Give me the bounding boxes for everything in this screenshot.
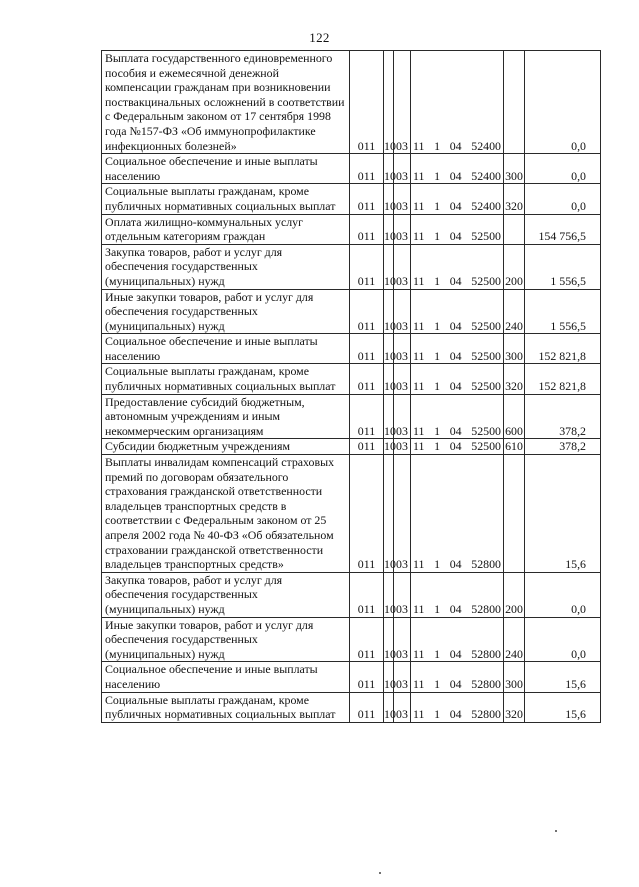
row-target-article	[411, 184, 504, 214]
row-name: Социальные выплаты гражданам, кроме публичных нормативных социальных выплат	[102, 692, 350, 722]
row-section-code: 10	[384, 184, 394, 214]
row-grbs-code: 011	[350, 692, 384, 722]
target-article-part: 1	[434, 198, 441, 213]
row-expense-type: 320	[504, 692, 525, 722]
target-article-part: 1	[434, 646, 441, 661]
target-article-part: 1	[434, 138, 441, 153]
row-amount: 0,0	[525, 184, 601, 214]
row-name: Закупка товаров, работ и услуг для обеспечения государственных (муниципальных) нужд	[102, 244, 350, 289]
row-grbs-code: 011	[350, 51, 384, 154]
target-article-part: 11	[413, 348, 425, 363]
target-article-part: 04	[449, 379, 462, 394]
target-article-part: 1	[434, 676, 441, 691]
target-article-parts	[411, 139, 503, 154]
row-section-code: 10	[384, 154, 394, 184]
target-article-part: 1	[434, 318, 441, 333]
scan-speck	[555, 830, 557, 832]
target-article-parts	[411, 677, 503, 692]
target-article-part: 04	[449, 318, 462, 333]
target-article-part: 04	[449, 557, 462, 572]
row-amount: 378,2	[525, 439, 601, 455]
row-subsection-code: 03	[394, 364, 411, 394]
row-expense-type	[504, 455, 525, 573]
row-name: Закупка товаров, работ и услуг для обеспечения государственных (муниципальных) нужд	[102, 572, 350, 617]
target-article-part: 52800	[471, 707, 501, 722]
row-section-code: 10	[384, 617, 394, 662]
row-name: Предоставление субсидий бюджетным, автономным учреждениям и иным некоммерческим организациям	[102, 394, 350, 439]
target-article-part: 04	[449, 676, 462, 691]
row-grbs-code: 011	[350, 184, 384, 214]
table-row	[102, 617, 601, 662]
row-name: Социальное обеспечение и иные выплаты населению	[102, 154, 350, 184]
target-article-part: 1	[434, 273, 441, 288]
row-name: Социальное обеспечение и иные выплаты населению	[102, 662, 350, 692]
row-name: Выплаты инвалидам компенсаций страховых премий по договорам обязательного страхования гражданской ответственности владельцев транспортных средств в соответствии с Федеральным законом от 25 апреля 2002 года № 40-ФЗ «Об обязательном страховании гражданской ответственности владельцев транспортных средств»	[102, 455, 350, 573]
row-expense-type: 300	[504, 154, 525, 184]
row-expense-type: 320	[504, 364, 525, 394]
target-article-part: 04	[449, 423, 462, 438]
row-grbs-code: 011	[350, 214, 384, 244]
row-target-article	[411, 289, 504, 334]
target-article-part: 1	[434, 423, 441, 438]
row-amount: 0,0	[525, 617, 601, 662]
target-article-part: 11	[413, 273, 425, 288]
row-grbs-code: 011	[350, 244, 384, 289]
row-name: Оплата жилищно-коммунальных услуг отдельным категориям граждан	[102, 214, 350, 244]
row-amount: 378,2	[525, 394, 601, 439]
target-article-parts	[411, 439, 503, 454]
target-article-part: 1	[434, 168, 441, 183]
target-article-part: 11	[413, 707, 425, 722]
target-article-part: 52500	[471, 273, 501, 288]
row-expense-type: 200	[504, 572, 525, 617]
row-target-article	[411, 439, 504, 455]
row-expense-type: 240	[504, 289, 525, 334]
target-article-part: 04	[449, 601, 462, 616]
target-article-part: 11	[413, 318, 425, 333]
row-grbs-code: 011	[350, 455, 384, 573]
row-target-article	[411, 692, 504, 722]
row-target-article	[411, 364, 504, 394]
target-article-part: 1	[434, 557, 441, 572]
row-target-article	[411, 244, 504, 289]
target-article-part: 52500	[471, 348, 501, 363]
table-row	[102, 244, 601, 289]
target-article-part: 1	[434, 439, 441, 454]
row-section-code: 10	[384, 51, 394, 154]
row-amount: 0,0	[525, 572, 601, 617]
target-article-part: 11	[413, 439, 425, 454]
row-section-code: 10	[384, 439, 396, 454]
row-expense-type: 610	[505, 439, 523, 454]
row-expense-type: 600	[504, 394, 525, 439]
row-name: Выплата государственного единовременного пособия и ежемесячной денежной компенсации гражданам при возникновении поствакцинальных осложнений в соответствии с Федеральным законом от 17 сентября 1998 года №157-ФЗ «Об иммунопрофилактике инфекционных болезней»	[102, 51, 350, 154]
table-row	[102, 51, 601, 154]
target-article-parts	[411, 229, 503, 244]
row-amount: 15,6	[525, 455, 601, 573]
row-subsection-code: 03	[394, 334, 411, 364]
table-row	[102, 364, 601, 394]
target-article-parts	[411, 424, 503, 439]
target-article-part: 52400	[471, 198, 501, 213]
row-expense-type: 320	[504, 184, 525, 214]
row-name: Социальные выплаты гражданам, кроме публичных нормативных социальных выплат	[102, 364, 350, 394]
row-section-code: 10	[384, 692, 394, 722]
row-subsection-code: 03	[394, 617, 411, 662]
row-amount: 1 556,5	[525, 244, 601, 289]
row-amount: 152 821,8	[525, 334, 601, 364]
row-section-code: 10	[384, 394, 394, 439]
table-row	[102, 214, 601, 244]
table-row	[102, 154, 601, 184]
row-expense-type: 300	[504, 334, 525, 364]
row-target-article	[411, 572, 504, 617]
target-article-part: 52500	[471, 439, 501, 454]
target-article-part: 11	[413, 423, 425, 438]
table-row	[102, 184, 601, 214]
row-subsection-code: 03	[394, 244, 411, 289]
target-article-part: 52400	[471, 168, 501, 183]
target-article-parts	[411, 707, 503, 722]
row-expense-type	[504, 214, 525, 244]
row-grbs-code: 011	[350, 154, 384, 184]
target-article-part: 11	[413, 168, 425, 183]
target-article-part: 04	[449, 168, 462, 183]
target-article-parts	[411, 349, 503, 364]
target-article-part: 11	[413, 138, 425, 153]
target-article-part: 11	[413, 676, 425, 691]
row-target-article	[411, 662, 504, 692]
row-subsection-code: 03	[394, 662, 411, 692]
target-article-part: 04	[449, 707, 462, 722]
page-number: 122	[309, 30, 330, 45]
row-section-code: 10	[384, 334, 394, 364]
row-name: Иные закупки товаров, работ и услуг для обеспечения государственных (муниципальных) нужд	[102, 617, 350, 662]
table-row	[102, 439, 601, 455]
row-name: Иные закупки товаров, работ и услуг для обеспечения государственных (муниципальных) нужд	[102, 289, 350, 334]
row-target-article	[411, 214, 504, 244]
row-amount: 1 556,5	[525, 289, 601, 334]
target-article-part: 11	[413, 379, 425, 394]
target-article-part: 1	[434, 707, 441, 722]
row-section-code: 10	[384, 364, 394, 394]
target-article-part: 52500	[471, 423, 501, 438]
row-subsection-code: 03	[394, 439, 411, 455]
target-article-part: 52800	[471, 601, 501, 616]
target-article-part: 52800	[471, 646, 501, 661]
target-article-part: 04	[449, 439, 462, 454]
target-article-parts	[411, 379, 503, 394]
target-article-part: 04	[449, 198, 462, 213]
row-grbs-code: 011	[350, 334, 384, 364]
row-target-article	[411, 394, 504, 439]
row-target-article	[411, 51, 504, 154]
row-grbs-code: 011	[350, 364, 384, 394]
row-subsection-code: 03	[394, 214, 411, 244]
row-grbs-code: 011	[350, 439, 384, 455]
target-article-part: 52800	[471, 676, 501, 691]
target-article-part: 11	[413, 229, 425, 244]
target-article-part: 1	[434, 348, 441, 363]
row-subsection-code: 03	[394, 394, 411, 439]
table-row	[102, 692, 601, 722]
scan-speck	[379, 872, 381, 874]
target-article-part: 1	[434, 379, 441, 394]
target-article-parts	[411, 647, 503, 662]
row-grbs-code: 011	[350, 394, 384, 439]
budget-table	[101, 50, 601, 723]
target-article-part: 04	[449, 348, 462, 363]
row-subsection-code: 03	[394, 154, 411, 184]
target-article-part: 11	[413, 557, 425, 572]
row-subsection-code: 03	[394, 572, 411, 617]
target-article-part: 52400	[471, 138, 501, 153]
target-article-parts	[411, 602, 503, 617]
row-amount: 0,0	[525, 154, 601, 184]
target-article-part: 04	[449, 138, 462, 153]
row-subsection-code: 03	[394, 692, 411, 722]
target-article-part: 1	[434, 601, 441, 616]
row-target-article	[411, 334, 504, 364]
table-row	[102, 662, 601, 692]
row-grbs-code: 011	[350, 662, 384, 692]
row-subsection-code: 03	[394, 184, 411, 214]
target-article-part: 52500	[471, 229, 501, 244]
row-target-article	[411, 154, 504, 184]
table-row	[102, 289, 601, 334]
row-subsection-code: 03	[394, 51, 411, 154]
target-article-part: 04	[449, 646, 462, 661]
row-section-code: 10	[384, 662, 394, 692]
row-section-code: 10	[384, 455, 394, 573]
row-expense-type	[504, 51, 525, 154]
row-subsection-code: 03	[394, 455, 411, 573]
row-section-code: 10	[384, 572, 394, 617]
target-article-part: 04	[449, 229, 462, 244]
table-row	[102, 572, 601, 617]
row-target-article	[411, 455, 504, 573]
target-article-part: 11	[413, 646, 425, 661]
row-expense-type: 300	[504, 662, 525, 692]
row-section-code: 10	[384, 244, 394, 289]
row-grbs-code: 011	[350, 572, 384, 617]
row-amount: 15,6	[525, 662, 601, 692]
row-expense-type: 240	[504, 617, 525, 662]
row-section-code: 10	[384, 214, 394, 244]
budget-table-body	[102, 51, 601, 723]
row-amount: 152 821,8	[525, 364, 601, 394]
target-article-parts	[411, 169, 503, 184]
row-subsection-code: 03	[394, 289, 411, 334]
row-expense-type: 200	[504, 244, 525, 289]
table-row	[102, 394, 601, 439]
table-row	[102, 334, 601, 364]
row-grbs-code: 011	[350, 617, 384, 662]
target-article-part: 52800	[471, 557, 501, 572]
row-amount: 154 756,5	[525, 214, 601, 244]
target-article-part: 52500	[471, 318, 501, 333]
row-target-article	[411, 617, 504, 662]
row-amount: 0,0	[525, 51, 601, 154]
target-article-parts	[411, 557, 503, 572]
target-article-part: 04	[449, 273, 462, 288]
row-amount: 15,6	[525, 692, 601, 722]
row-name: Социальное обеспечение и иные выплаты населению	[102, 334, 350, 364]
row-grbs-code: 011	[350, 289, 384, 334]
target-article-part: 11	[413, 198, 425, 213]
target-article-part: 52500	[471, 379, 501, 394]
target-article-parts	[411, 199, 503, 214]
target-article-part: 1	[434, 229, 441, 244]
row-section-code: 10	[384, 289, 394, 334]
target-article-part: 11	[413, 601, 425, 616]
row-name: Социальные выплаты гражданам, кроме публичных нормативных социальных выплат	[102, 184, 350, 214]
row-name: Субсидии бюджетным учреждениям	[102, 439, 350, 455]
target-article-parts	[411, 319, 503, 334]
target-article-parts	[411, 274, 503, 289]
table-row	[102, 455, 601, 573]
